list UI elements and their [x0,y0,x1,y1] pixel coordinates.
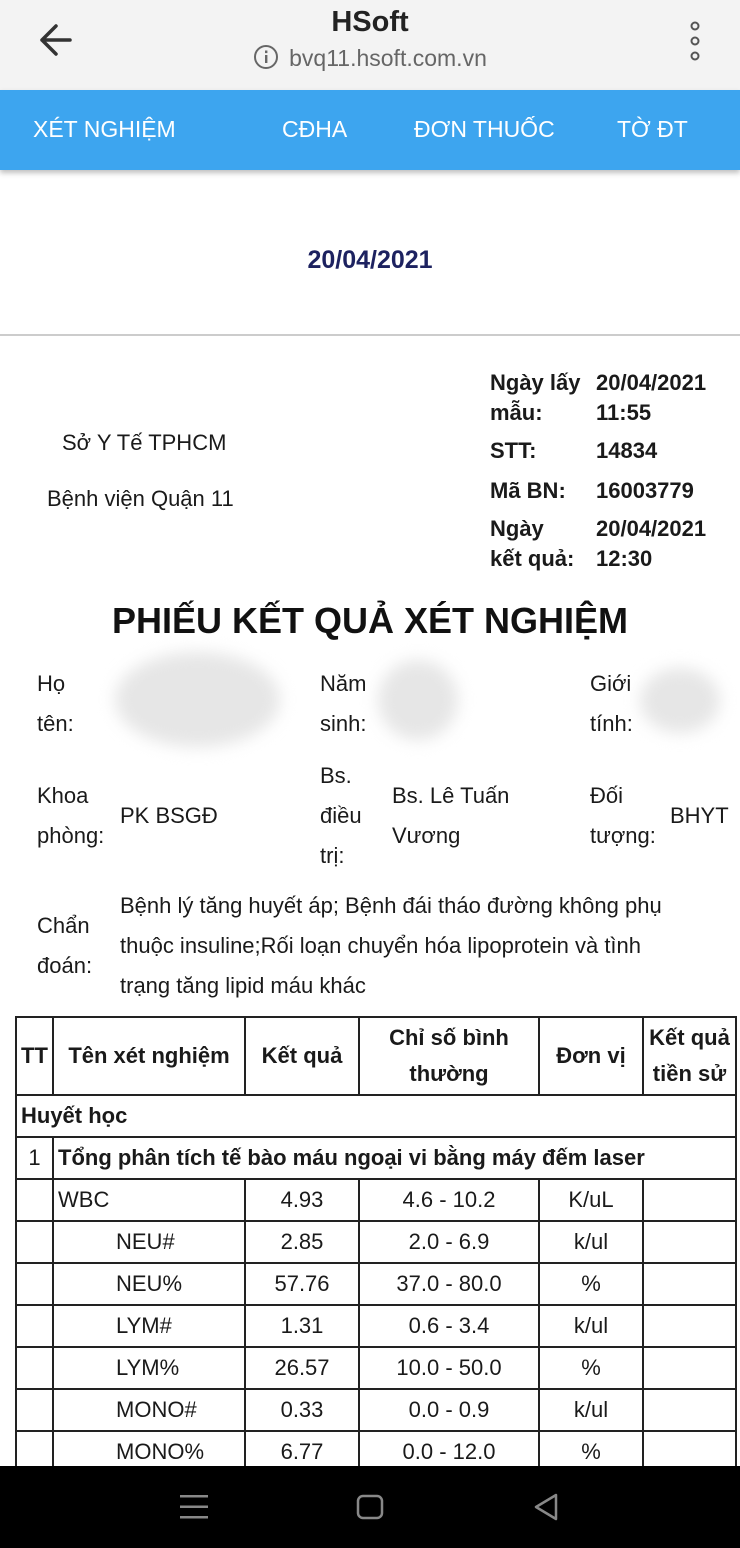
row-result: 26.57 [245,1347,359,1389]
row-range: 2.0 - 6.9 [359,1221,539,1263]
diagnosis-value: Bệnh lý tăng huyết áp; Bệnh đái tháo đường không phụ thuộc insuline;Rối loạn chuyển hóa lipoprotein và tình trạng tăng lipid máu khác [120,893,662,998]
table-row [16,1263,736,1305]
sample-date-label: Ngày lấy mẫu: [490,370,581,425]
row-history [643,1389,736,1431]
row-range: 0.0 - 12.0 [359,1431,539,1473]
row-tt [16,1389,53,1431]
ward-label: Khoa phòng: [37,783,105,848]
redacted-gender [640,668,720,733]
tab-don-thuoc[interactable]: ĐƠN THUỐC [414,116,555,142]
row-unit: % [539,1431,643,1473]
header-result: Kết quả [245,1017,359,1095]
header-tt: TT [16,1017,53,1095]
site-title: HSoft [331,6,409,38]
back-triangle-icon[interactable] [532,1492,560,1522]
group-name: Huyết học [16,1095,736,1137]
row-name: MONO% [53,1431,245,1473]
row-unit: k/ul [539,1305,643,1347]
patient-id-label: Mã BN: [490,478,566,503]
row-result: 2.85 [245,1221,359,1263]
row-name: LYM# [53,1305,245,1347]
home-icon[interactable] [356,1494,384,1520]
stt-label: STT: [490,438,537,463]
report-title: PHIẾU KẾT QUẢ XÉT NGHIỆM [111,600,629,641]
row-history [643,1263,736,1305]
stt-value: 14834 [596,438,658,463]
row-range: 4.6 - 10.2 [359,1179,539,1221]
test-name: Tổng phân tích tế bào máu ngoại vi bằng máy đếm laser [53,1137,736,1179]
results-table [15,1016,737,1474]
row-range: 10.0 - 50.0 [359,1347,539,1389]
row-unit: k/ul [539,1221,643,1263]
kebab-menu-icon [680,18,710,64]
header-history: Kết quả tiền sử [643,1017,736,1095]
sample-date-value: 20/04/2021 11:55 [596,370,707,425]
diagnosis-label: Chẩn đoán: [37,913,93,978]
row-history [643,1305,736,1347]
table-row [16,1221,736,1263]
header-test-name: Tên xét nghiệm [53,1017,245,1095]
row-result: 4.93 [245,1179,359,1221]
gender-label: Giới tính: [590,671,633,736]
row-result: 1.31 [245,1305,359,1347]
redacted-name [115,652,280,747]
birth-year-label: Năm sinh: [320,671,367,736]
row-name: LYM% [53,1347,245,1389]
row-unit: % [539,1263,643,1305]
result-date-label: Ngày kết quả: [490,516,575,571]
row-range: 0.0 - 0.9 [359,1389,539,1431]
row-history [643,1347,736,1389]
more-options-button[interactable] [680,18,710,64]
patient-id-value: 16003779 [596,478,694,503]
row-result: 6.77 [245,1431,359,1473]
row-tt [16,1263,53,1305]
ward-value: PK BSGĐ [120,803,218,828]
divider [0,334,740,336]
browser-top-bar [0,0,740,90]
row-unit: k/ul [539,1389,643,1431]
row-name: NEU% [53,1263,245,1305]
object-value: BHYT [670,803,729,828]
recent-apps-icon[interactable] [178,1492,210,1522]
row-history [643,1179,736,1221]
row-name: MONO# [53,1389,245,1431]
table-row [16,1347,736,1389]
header-unit: Đơn vị [539,1017,643,1095]
row-tt [16,1179,53,1221]
row-name: WBC [53,1179,245,1221]
table-row [16,1305,736,1347]
info-icon[interactable] [253,44,279,70]
row-unit: % [539,1347,643,1389]
tab-bar [0,90,740,170]
tab-cdha[interactable]: CĐHA [282,116,348,142]
row-history [643,1221,736,1263]
row-range: 0.6 - 3.4 [359,1305,539,1347]
test-row [16,1137,736,1179]
table-header-row [16,1017,736,1095]
group-row [16,1095,736,1137]
tab-to-dt[interactable]: TỜ ĐT [617,116,688,142]
table-row [16,1179,736,1221]
row-result: 0.33 [245,1389,359,1431]
object-label: Đối tượng: [590,783,656,848]
table-row [16,1389,736,1431]
row-range: 37.0 - 80.0 [359,1263,539,1305]
url-bar[interactable] [0,44,740,72]
row-unit: K/uL [539,1179,643,1221]
row-tt [16,1347,53,1389]
header-normal-range: Chỉ số bình thường [359,1017,539,1095]
row-tt [16,1221,53,1263]
doctor-value: Bs. Lê Tuấn Vương [392,783,510,848]
health-department: Sở Y Tế TPHCM [62,430,227,455]
doctor-label: Bs. điều trị: [320,763,362,868]
row-name: NEU# [53,1221,245,1263]
hospital-name: Bệnh viện Quận 11 [47,486,234,511]
redacted-birth-year [378,660,458,740]
row-result: 57.76 [245,1263,359,1305]
row-tt [16,1305,53,1347]
url-text: bvq11.hsoft.com.vn [289,45,487,71]
name-label: Họ tên: [37,671,74,736]
tab-xet-nghiem[interactable]: XÉT NGHIỆM [33,116,176,142]
test-number: 1 [16,1137,53,1179]
system-navigation-bar [0,1466,740,1548]
date-heading[interactable]: 20/04/2021 [307,246,433,274]
result-date-value: 20/04/2021 12:30 [596,516,707,571]
